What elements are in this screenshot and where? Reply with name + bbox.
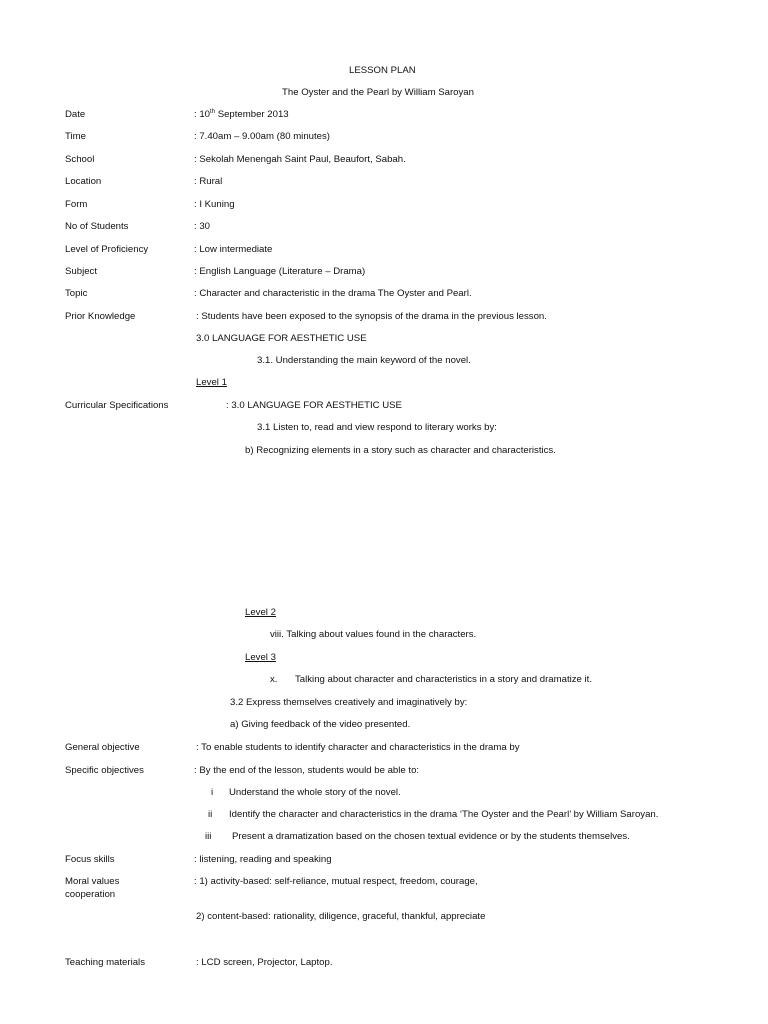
field-value-moral-activity: : 1) activity-based: self-reliance, mutual respect, freedom, courage, <box>194 876 478 887</box>
field-label-form: Form <box>65 199 88 210</box>
field-value-students: : 30 <box>194 221 211 232</box>
field-label-date: Date <box>65 109 86 120</box>
field-label-school: School <box>65 154 95 165</box>
curricular-item-x-text: Talking about character and characteristics in a story and dramatize it. <box>295 674 593 685</box>
curricular-item-a: a) Giving feedback of the video presented. <box>230 719 411 730</box>
objective-number-1: i <box>211 787 214 798</box>
field-label-specific-objectives: Specific objectives <box>65 765 144 776</box>
curricular-heading: : 3.0 LANGUAGE FOR AESTHETIC USE <box>226 400 402 411</box>
prior-item: 3.1. Understanding the main keyword of the novel. <box>257 355 471 366</box>
field-value-topic: : Character and characteristic in the drama The Oyster and Pearl. <box>194 288 472 299</box>
field-label-proficiency: Level of Proficiency <box>65 244 149 255</box>
field-value-teaching-materials: : LCD screen, Projector, Laptop. <box>196 957 333 968</box>
field-value-general-objective: : To enable students to identify character and characteristics in the drama by <box>196 742 520 753</box>
objective-text-1: Understand the whole story of the novel. <box>229 787 401 798</box>
field-label-time: Time <box>65 131 86 142</box>
level-3-heading: Level 3 <box>245 652 276 663</box>
level-1-heading: Level 1 <box>196 377 227 388</box>
field-label-location: Location <box>65 176 102 187</box>
curricular-item-3-1: 3.1 Listen to, read and view respond to literary works by: <box>257 422 497 433</box>
prior-heading: 3.0 LANGUAGE FOR AESTHETIC USE <box>196 333 367 344</box>
objective-text-2: Identify the character and characteristics in the drama ‘The Oyster and the Pearl’ by William Saroyan. <box>229 809 659 820</box>
field-value-form: : I Kuning <box>194 199 235 210</box>
field-value-subject: : English Language (Literature – Drama) <box>194 266 366 277</box>
field-label-curricular: Curricular Specifications <box>65 400 169 411</box>
objective-number-2: ii <box>208 809 213 820</box>
field-value-date: : 10th September 2013 <box>194 109 289 120</box>
field-label-topic: Topic <box>65 288 88 299</box>
objective-text-3: Present a dramatization based on the chosen textual evidence or by the students themselves. <box>232 831 630 842</box>
field-value-focus-skills: : listening, reading and speaking <box>194 854 332 865</box>
objective-number-3: iii <box>205 831 212 842</box>
field-label-focus-skills: Focus skills <box>65 854 115 865</box>
field-value-specific-objectives: : By the end of the lesson, students would be able to: <box>194 765 420 776</box>
document-subtitle: The Oyster and the Pearl by William Saroyan <box>282 87 474 98</box>
curricular-item-3-2: 3.2 Express themselves creatively and imaginatively by: <box>230 697 468 708</box>
field-label-students: No of Students <box>65 221 129 232</box>
field-value-prior-knowledge: : Students have been exposed to the synopsis of the drama in the previous lesson. <box>196 311 547 322</box>
level-2-heading: Level 2 <box>245 607 276 618</box>
curricular-item-b: b) Recognizing elements in a story such as character and characteristics. <box>245 445 556 456</box>
field-value-moral-content: 2) content-based: rationality, diligence, graceful, thankful, appreciate <box>196 911 486 922</box>
field-value-school: : Sekolah Menengah Saint Paul, Beaufort, Sabah. <box>194 154 406 165</box>
document-title: LESSON PLAN <box>349 65 416 76</box>
field-label-prior-knowledge: Prior Knowledge <box>65 311 136 322</box>
field-value-time: : 7.40am – 9.00am (80 minutes) <box>194 131 330 142</box>
field-label-general-objective: General objective <box>65 742 140 753</box>
field-label-moral-values: Moral values <box>65 876 120 887</box>
field-label-subject: Subject <box>65 266 97 277</box>
field-label-teaching-materials: Teaching materials <box>65 957 145 968</box>
field-label-cooperation: cooperation <box>65 889 116 900</box>
field-value-location: : Rural <box>194 176 223 187</box>
field-value-proficiency: : Low intermediate <box>194 244 273 255</box>
curricular-item-x-number: x. <box>270 674 278 685</box>
curricular-item-viii: viii. Talking about values found in the characters. <box>270 629 477 640</box>
